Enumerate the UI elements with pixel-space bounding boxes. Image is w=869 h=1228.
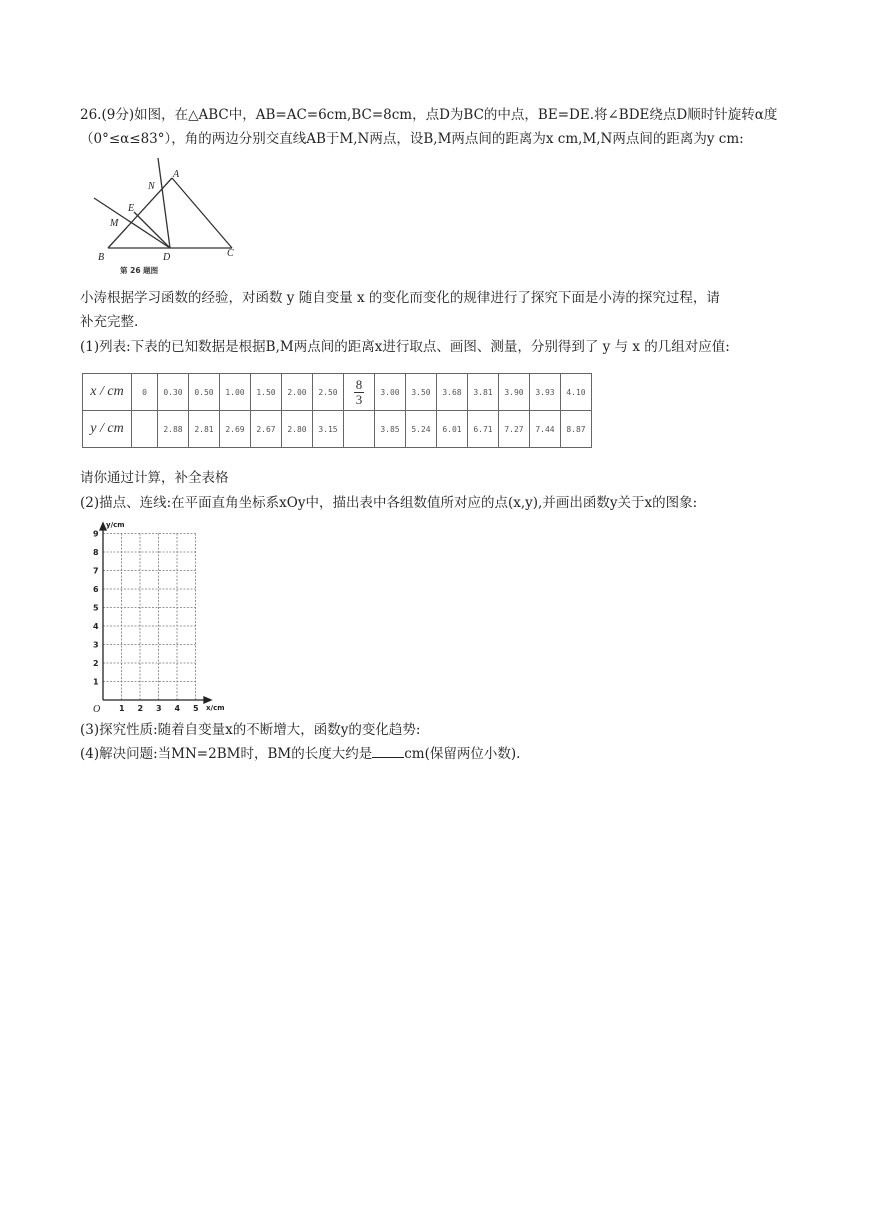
y-cell: 2.80 bbox=[282, 411, 313, 448]
x-cell: 3.81 bbox=[468, 374, 499, 411]
y-cell: 2.69 bbox=[220, 411, 251, 448]
x-tick-label: 1 bbox=[119, 704, 125, 713]
y-tick-label: 1 bbox=[93, 677, 99, 687]
intro-line-1: 小涛根据学习函数的经验，对函数 y 随自变量 x 的变化而变化的规律进行了探究下面是小涛的探究过程，请 bbox=[80, 290, 720, 306]
x-tick-label: 3 bbox=[156, 704, 162, 713]
y-cell: 6.01 bbox=[437, 411, 468, 448]
y-axis-label: y/cm bbox=[106, 521, 125, 529]
x-header: x / cm bbox=[83, 374, 132, 411]
y-cell: 7.44 bbox=[530, 411, 561, 448]
fraction-eight-thirds bbox=[354, 378, 365, 407]
x-cell: 3.68 bbox=[437, 374, 468, 411]
x-cell: 0.30 bbox=[158, 374, 189, 411]
x-cell: 3.90 bbox=[499, 374, 530, 411]
y-cell: 2.67 bbox=[251, 411, 282, 448]
x-cell: 3.93 bbox=[530, 374, 561, 411]
data-table bbox=[82, 373, 592, 448]
y-header: y / cm bbox=[83, 411, 132, 448]
x-cell: 3.50 bbox=[406, 374, 437, 411]
y-cell: 8.87 bbox=[561, 411, 592, 448]
x-cell: 4.10 bbox=[561, 374, 592, 411]
step-4-text-before: (4)解决问题:当MN=2BM时，BM的长度大约是 bbox=[80, 746, 373, 762]
label-C: C bbox=[227, 248, 234, 259]
step-3-text: (3)探究性质:随着自变量x的不断增大，函数y的变化趋势: bbox=[80, 722, 421, 738]
step-1-after-text: 请你通过计算，补全表格 bbox=[80, 470, 229, 486]
x-tick-label: 5 bbox=[193, 704, 199, 713]
step-1-text: (1)列表:下表的已知数据是根据B,M两点间的距离x进行取点、画图、测量，分别得到了 y 与 x 的几组对应值: bbox=[80, 339, 730, 355]
y-cell: 5.24 bbox=[406, 411, 437, 448]
label-A: A bbox=[173, 169, 180, 180]
y-cell bbox=[132, 411, 158, 448]
y-tick-label: 9 bbox=[93, 529, 99, 539]
y-tick-label: 5 bbox=[93, 603, 99, 613]
x-tick-label: 4 bbox=[174, 704, 181, 713]
y-cell: 2.88 bbox=[158, 411, 189, 448]
step-4-text bbox=[80, 745, 520, 763]
step-4-text-after: cm(保留两位小数). bbox=[404, 746, 521, 762]
problem-line-1: 26.(9分)如图，在△ABC中，AB=AC=6cm,BC=8cm，点D为BC的中点，BE=DE.将∠BDE绕点D顺时针旋转α度 bbox=[80, 107, 778, 123]
label-B: B bbox=[98, 252, 105, 263]
y-cell: 3.15 bbox=[313, 411, 344, 448]
intro-line-2: 补充完整. bbox=[80, 314, 139, 330]
x-cell: 1.00 bbox=[220, 374, 251, 411]
x-cell: 1.50 bbox=[251, 374, 282, 411]
y-cell: 6.71 bbox=[468, 411, 499, 448]
step-2-text: (2)描点、连线:在平面直角坐标系xOy中，描出表中各组数值所对应的点(x,y),并画出函数y关于x的图象: bbox=[80, 495, 698, 511]
x-cell: 2.00 bbox=[282, 374, 313, 411]
figure-caption: 第 26 题图 bbox=[120, 266, 159, 275]
x-cell: 0.50 bbox=[189, 374, 220, 411]
y-cell: 7.27 bbox=[499, 411, 530, 448]
answer-blank[interactable] bbox=[372, 745, 404, 758]
triangle-figure bbox=[90, 156, 250, 278]
table-row-y bbox=[83, 411, 592, 448]
label-D: D bbox=[163, 252, 171, 263]
x-axis-label: x/cm bbox=[206, 704, 225, 712]
y-tick-label: 8 bbox=[93, 548, 99, 557]
x-tick-label: 2 bbox=[137, 704, 144, 713]
fraction-denominator: 3 bbox=[355, 391, 363, 407]
x-cell: 3.00 bbox=[375, 374, 406, 411]
label-E: E bbox=[128, 203, 135, 214]
y-tick-label: 7 bbox=[93, 566, 99, 576]
problem-line-2: （0°≤α≤83°），角的两边分别交直线AB于M,N两点，设B,M两点间的距离为x cm,M,N两点间的距离为y cm: bbox=[80, 131, 744, 147]
y-tick-label: 4 bbox=[93, 622, 99, 631]
y-cell: 2.81 bbox=[189, 411, 220, 448]
label-N: N bbox=[148, 181, 155, 192]
x-cell-fraction bbox=[344, 374, 375, 411]
y-cell: 3.85 bbox=[375, 411, 406, 448]
table-row-x bbox=[83, 374, 592, 411]
x-cell: 2.50 bbox=[313, 374, 344, 411]
origin-label: O bbox=[93, 704, 101, 715]
y-tick-label: 2 bbox=[93, 659, 99, 668]
coordinate-grid bbox=[84, 520, 254, 720]
x-cell: 0 bbox=[132, 374, 158, 411]
y-cell bbox=[344, 411, 375, 448]
fraction-numerator: 8 bbox=[355, 376, 363, 392]
label-M: M bbox=[110, 218, 119, 229]
y-tick-label: 3 bbox=[93, 640, 99, 650]
y-tick-label: 6 bbox=[93, 585, 99, 594]
